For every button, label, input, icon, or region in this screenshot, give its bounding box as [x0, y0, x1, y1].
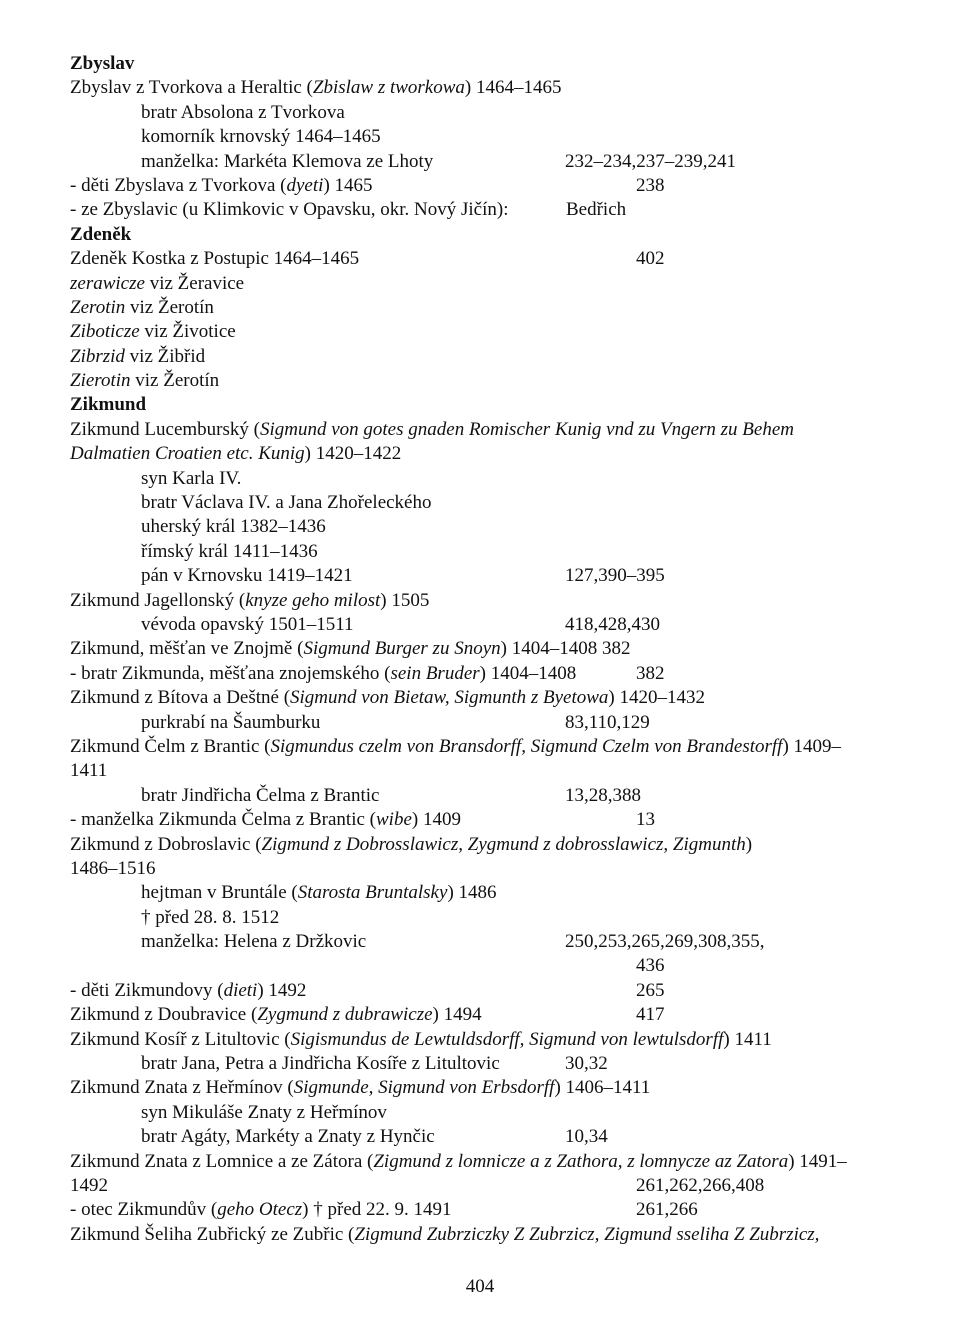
- entry-text: [70, 736, 841, 757]
- entry-segment: bratr Absolona z Tvorkova: [141, 101, 345, 123]
- entry-segment: bratr Jana, Petra a Jindřicha Kosíře z Litultovic: [141, 1053, 500, 1075]
- index-entry: [70, 906, 900, 930]
- page-references: 402: [636, 248, 665, 270]
- entry-original-form: Sigmund von Bietaw, Sigmunth z Byetowa: [290, 687, 609, 709]
- entry-segment: ) 1464–1465: [464, 77, 562, 99]
- page-number: 404: [465, 1276, 495, 1297]
- entry-original-form: Starosta Bruntalsky: [297, 882, 448, 904]
- entry-segment: 1411: [70, 760, 108, 782]
- entry-original-form: knyze geho milost: [245, 589, 381, 611]
- index-entry: [70, 320, 900, 344]
- section-heading: Zbyslav: [70, 53, 135, 74]
- index-entry: [70, 515, 900, 539]
- entry-text: [70, 370, 219, 391]
- entry-text: [141, 565, 353, 586]
- entry-text: [70, 443, 401, 464]
- index-entry: [70, 1101, 900, 1125]
- index-entry: [70, 467, 900, 491]
- entry-text: [141, 614, 354, 635]
- entry-segment: Zikmund Čelm z Brantic (: [70, 735, 271, 757]
- index-entry: [70, 759, 900, 783]
- page-references: 418,428,430: [565, 613, 660, 635]
- entry-segment: Zikmund z Doubravice (: [70, 1004, 258, 1026]
- page-references: 30,32: [565, 1053, 608, 1075]
- entry-text: [70, 175, 373, 196]
- entry-text: [141, 1053, 500, 1074]
- page-references: 232–234,237–239,241: [565, 150, 736, 172]
- entry-text: [141, 126, 381, 147]
- index-entry: [70, 711, 900, 735]
- entry-segment: viz Žibřid: [124, 345, 206, 367]
- entry-text: [70, 638, 630, 659]
- entry-segment: viz Žerotín: [125, 296, 214, 318]
- entry-text: [141, 492, 432, 513]
- entry-text: [141, 102, 345, 123]
- entry-text: [70, 248, 359, 269]
- index-entry: [70, 1003, 900, 1027]
- entry-text: [70, 1224, 819, 1245]
- entry-segment: bratr Václava IV. a Jana Zhořeleckého: [141, 492, 432, 514]
- entry-text: [141, 1102, 387, 1123]
- entry-segment: syn Mikuláše Znaty z Heřmínov: [141, 1101, 387, 1123]
- entry-text: [70, 419, 794, 440]
- entry-text: [70, 1029, 772, 1050]
- entry-segment: † před 28. 8. 1512: [141, 906, 280, 928]
- entry-segment: Zikmund, měšťan ve Znojmě (: [70, 638, 304, 660]
- entry-original-form: Zygmund z dubrawicze: [257, 1004, 433, 1026]
- index-entry: [70, 491, 900, 515]
- entry-text: [70, 77, 562, 98]
- index-entry: [70, 857, 900, 881]
- index-entry: [70, 272, 900, 296]
- page-references: 10,34: [565, 1126, 608, 1148]
- page-references: 250,253,265,269,308,355,: [565, 931, 765, 953]
- page-references: 13: [636, 809, 655, 831]
- index-entry: [70, 1052, 900, 1076]
- entry-segment: Zikmund z Dobroslavic (: [70, 833, 262, 855]
- entry-text: [70, 809, 461, 830]
- entry-segment: ) 1409: [411, 809, 461, 831]
- entry-text: [70, 1151, 847, 1172]
- index-entry: [70, 247, 900, 271]
- index-entry: [70, 198, 900, 222]
- index-entry: [70, 345, 900, 369]
- entry-original-form: Zigmund Zubrziczky Z Zubrzicz, Zigmund sseliha Z Zubrzicz,: [354, 1223, 820, 1245]
- index-entry: [70, 1223, 900, 1247]
- entry-segment: syn Karla IV.: [141, 467, 242, 489]
- index-entry: [70, 150, 900, 174]
- entry-original-form: wibe: [376, 809, 412, 831]
- entry-text: [70, 858, 156, 879]
- entry-original-form: Zigmund z Dobrosslawicz, Zygmund z dobrosslawicz, Zigmunth: [261, 833, 746, 855]
- entry-segment: římský král 1411–1436: [141, 540, 318, 562]
- index-entry: [70, 662, 900, 686]
- entry-text: [141, 541, 318, 562]
- entry-segment: ) 1486: [447, 882, 497, 904]
- page-references: 13,28,388: [565, 784, 641, 806]
- entry-text: [70, 834, 752, 855]
- entry-text: [70, 687, 705, 708]
- index-entry: [70, 369, 900, 393]
- entry-original-form: Sigmund von gotes gnaden Romischer Kunig vnd zu Vngern zu Behem: [259, 418, 795, 440]
- entry-text: [70, 273, 244, 294]
- entry-original-form: Zbislaw z tworkowa: [312, 77, 465, 99]
- index-entry: [70, 1150, 900, 1174]
- index-entry: [70, 881, 900, 905]
- entry-original-form: dyeti: [286, 174, 324, 196]
- entry-segment: - otec Zikmundův (: [70, 1199, 218, 1221]
- entry-segment: ) 1494: [432, 1004, 482, 1026]
- page-references: 83,110,129: [565, 711, 650, 733]
- entry-segment: viz Žeravice: [144, 272, 245, 294]
- entry-segment: viz Životice: [139, 321, 236, 343]
- entry-segment: - manželka Zikmunda Čelma z Brantic (: [70, 809, 376, 831]
- entry-text: [70, 321, 236, 342]
- entry-segment: - děti Zikmundovy (: [70, 979, 224, 1001]
- entry-text: [70, 760, 107, 781]
- page-references: 127,390–395: [565, 565, 665, 587]
- index-entry: [70, 101, 900, 125]
- entry-segment: ) 1409–: [782, 735, 842, 757]
- entry-text: [141, 151, 433, 172]
- entry-original-form: Sigismundus de Lewtuldsdorff, Sigmund von lewtulsdorff: [290, 1028, 724, 1050]
- entry-segment: 1486–1516: [70, 857, 156, 879]
- index-entry: [70, 954, 900, 978]
- entry-segment: vévoda opavský 1501–1511: [141, 613, 354, 635]
- entry-text: [141, 907, 279, 928]
- entry-segment: - bratr Zikmunda, měšťana znojemského (: [70, 662, 391, 684]
- entry-segment: Zikmund Znata z Heřmínov (: [70, 1077, 294, 1099]
- page-references: 261,266: [636, 1199, 698, 1221]
- entry-original-form: dieti: [223, 979, 258, 1001]
- index-entry: [70, 125, 900, 149]
- entry-text: [70, 1199, 452, 1220]
- entry-original-form: Dalmatien Croatien etc. Kunig: [70, 443, 305, 465]
- index-entry: [70, 833, 900, 857]
- entry-segment: hejtman v Bruntále (: [141, 882, 298, 904]
- entry-segment: Zikmund Šeliha Zubřický ze Zubřic (: [70, 1223, 355, 1245]
- entry-segment: Zdeněk Kostka z Postupic 1464–1465: [70, 248, 360, 270]
- index-entry: [70, 174, 900, 198]
- entry-segment: Zikmund Znata z Lomnice a ze Zátora (: [70, 1150, 374, 1172]
- index-entry: [70, 686, 900, 710]
- entry-original-form: Zerotin: [70, 296, 126, 318]
- index-entry: [70, 1125, 900, 1149]
- section-heading: Zikmund: [70, 394, 147, 416]
- entry-segment: ) 1404–1408: [479, 662, 577, 684]
- index-entry: [70, 1076, 900, 1100]
- entry-segment: Zikmund z Bítova a Deštné (: [70, 687, 291, 709]
- entry-text: [70, 1175, 108, 1196]
- index-entry: [70, 735, 900, 759]
- entry-segment: Zbyslav z Tvorkova a Heraltic (: [70, 77, 313, 99]
- entry-text: [70, 1004, 482, 1025]
- entry-text: [141, 468, 241, 489]
- index-entry: [70, 930, 900, 954]
- entry-original-form: Sigmunde, Sigmund von Erbsdorff: [293, 1077, 555, 1099]
- entry-text: [70, 590, 429, 611]
- entry-text: [70, 980, 306, 1001]
- entry-segment: pán v Krnovsku 1419–1421: [141, 565, 353, 587]
- index-entry: [70, 1028, 900, 1052]
- index-page: [70, 52, 900, 1247]
- entry-text: [141, 516, 326, 537]
- entry-segment: ) 1404–1408 382: [500, 638, 631, 660]
- index-entry: [70, 1198, 900, 1222]
- entry-segment: manželka: Helena z Držkovic: [141, 931, 367, 953]
- entry-original-form: Ziboticze: [70, 321, 140, 343]
- page-references: 417: [636, 1004, 665, 1026]
- entry-segment: - děti Zbyslava z Tvorkova (: [70, 174, 287, 196]
- index-entry: [70, 808, 900, 832]
- entry-segment: viz Žerotín: [130, 370, 220, 392]
- page-references: 261,262,266,408: [636, 1174, 765, 1196]
- index-entry: [70, 76, 900, 100]
- index-entry: [70, 564, 900, 588]
- entry-original-form: Sigmundus czelm von Bransdorff, Sigmund Czelm von Brandestorff: [270, 735, 783, 757]
- entry-original-form: Zierotin: [70, 370, 131, 392]
- entry-text: [141, 785, 379, 806]
- entry-original-form: Zibrzid: [70, 345, 125, 367]
- entry-segment: ) 1465: [323, 174, 373, 196]
- section-heading: Zdeněk: [70, 223, 132, 245]
- entry-segment: bratr Jindřicha Čelma z Brantic: [141, 784, 380, 806]
- entry-text: [70, 346, 205, 367]
- entry-segment: ) 1420–1422: [304, 443, 402, 465]
- index-entry: [70, 442, 900, 466]
- index-entry: [70, 637, 900, 661]
- page-references: 382: [636, 662, 665, 684]
- entry-segment: ) 1420–1432: [608, 687, 705, 709]
- entry-segment: - ze Zbyslavic (u Klimkovic v Opavsku, okr. Nový Jičín):: [70, 199, 509, 221]
- entry-original-form: Zigmund z lomnicze a z Zathora, z lomnycze az Zatora: [373, 1150, 789, 1172]
- entry-segment: uherský král 1382–1436: [141, 516, 326, 538]
- entry-original-form: sein Bruder: [390, 662, 480, 684]
- entry-text: [141, 1126, 435, 1147]
- entry-segment: 1492: [70, 1174, 108, 1196]
- entry-segment: ) † před 22. 9. 1491: [302, 1199, 452, 1221]
- entry-segment: ): [745, 833, 753, 855]
- entry-segment: Zikmund Kosíř z Litultovic (: [70, 1028, 291, 1050]
- index-entry: [70, 589, 900, 613]
- page-references: 265: [636, 979, 665, 1001]
- entry-segment: ) 1406–1411: [554, 1077, 651, 1099]
- entry-segment: manželka: Markéta Klemova ze Lhoty: [141, 150, 434, 172]
- index-entry: [70, 784, 900, 808]
- entry-original-form: zerawicze: [70, 272, 145, 294]
- entry-text: [70, 199, 509, 220]
- entry-original-form: Sigmund Burger zu Snoyn: [303, 638, 501, 660]
- index-entry: [70, 296, 900, 320]
- entry-text: [70, 1077, 650, 1098]
- entry-segment: ) 1505: [380, 589, 430, 611]
- entry-segment: ) 1492: [257, 979, 307, 1001]
- entry-segment: ) 1491–: [788, 1150, 847, 1172]
- page-references: 238: [636, 174, 665, 196]
- entry-segment: bratr Agáty, Markéty a Znaty z Hynčic: [141, 1126, 435, 1148]
- entry-segment: Zikmund Lucemburský (: [70, 418, 260, 440]
- entry-segment: Zikmund Jagellonský (: [70, 589, 246, 611]
- entry-text: [141, 882, 497, 903]
- index-entry: [70, 613, 900, 637]
- entry-segment: ) 1411: [723, 1028, 772, 1050]
- entry-text: [141, 931, 366, 952]
- index-entry: [70, 418, 900, 442]
- entry-text: [141, 712, 320, 733]
- index-entry: [70, 979, 900, 1003]
- entry-original-form: geho Otecz: [217, 1199, 303, 1221]
- index-entry: [70, 540, 900, 564]
- index-entry: [70, 1174, 900, 1198]
- entry-text: [70, 297, 214, 318]
- cross-reference: Bedřich: [566, 199, 627, 221]
- entry-segment: purkrabí na Šaumburku: [141, 711, 321, 733]
- entry-segment: komorník krnovský 1464–1465: [141, 126, 381, 148]
- entry-text: [70, 663, 576, 684]
- page-references: 436: [636, 955, 665, 977]
